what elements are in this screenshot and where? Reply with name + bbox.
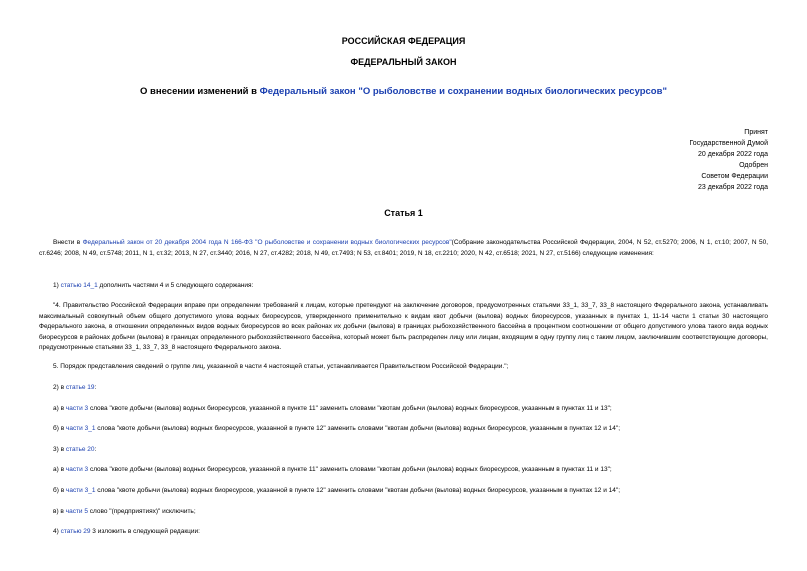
item-1-link[interactable]: статью 14_1: [60, 282, 98, 289]
item-2-link[interactable]: статье 19: [65, 384, 95, 391]
country-heading: РОССИЙСКАЯ ФЕДЕРАЦИЯ: [341, 36, 466, 46]
item-3v-pre: в) в: [53, 508, 66, 515]
item-3b-link[interactable]: части 3_1: [65, 487, 96, 494]
item-3a: [53, 465, 768, 476]
item-2a-pre: а) в: [53, 405, 66, 412]
item-1-rest: дополнить частями 4 и 5 следующего содержания:: [97, 282, 254, 289]
adoption-line: 20 декабря 2022 года: [697, 151, 768, 158]
item-3v: [53, 507, 768, 518]
intro-law-link[interactable]: Федеральный закон от 20 декабря 2004 года N 166-ФЗ "О рыболовстве и сохранении водных биологических ресурсов": [82, 239, 452, 246]
item-3: [53, 445, 768, 456]
item-2b-rest: слова "квоте добычи (вылова) водных биоресурсов, указанной в пункте 12" заменить словами "квотам добычи (вылова) водных биоресурсов, указанным в пунктах 12 и 14";: [95, 425, 621, 432]
item-3v-link[interactable]: части 5: [65, 508, 88, 515]
item-3b-pre: б) в: [53, 487, 66, 494]
item-3a-pre: а) в: [53, 466, 66, 473]
intro-prefix: Внести в: [53, 239, 83, 246]
part-4-paragraph: "4. Правительство Российской Федерации вправе при определении требований к лицам, которые претендуют на заключение договоров, предусмотренных статьями 33_1, 33_7, 33_8 настоящего Федерального закона, устанавливать максимальный совокупный объем общего допустимого улова водных биоресурсов, утвержденного применительно к видам квот добычи (вылова) водных биоресурсов, указанных в пунктах 1, 11-14 части 1 статьи 30 настоящего Федерального закона, в отношении определенных видов водных биоресурсов во всех районах их добычи (вылова) в границах рыбохозяйственного бассейна в процентном соотношении от общего допустимого улова такого вида водных биоресурсов в районах добычи (вылова) в границах определенного рыбохозяйственного бассейна, который может быть распределен лицу или лицам, входящим в одну группу лиц с таким лицом, заключившим соответствующие договоры, предусмотренные статьями 33_1, 33_7, 33_8 настоящего Федерального закона.: [39, 302, 768, 351]
law-title: [0, 86, 807, 97]
item-2: [53, 383, 768, 394]
item-3b-rest: слова "квоте добычи (вылова) водных биоресурсов, указанной в пункте 12" заменить словами "квотам добычи (вылова) водных биоресурсов, указанным в пунктах 12 и 14";: [95, 487, 621, 494]
law-title-prefix: О внесении изменений в: [140, 86, 260, 97]
item-4: [53, 527, 768, 538]
item-2b: [53, 424, 768, 435]
article-heading: Статья 1: [384, 208, 423, 218]
item-2a-rest: слова "квоте добычи (вылова) водных биоресурсов, указанной в пункте 11" заменить словами "квотам добычи (вылова) водных биоресурсов, указанным в пунктах 11 и 13";: [88, 405, 612, 412]
law-title-link[interactable]: Федеральный закон "О рыболовстве и сохранении водных биологических ресурсов": [259, 86, 667, 97]
adoption-line: 23 декабря 2022 года: [697, 184, 768, 191]
part-5-paragraph: 5. Порядок представления сведений о группе лиц, указанной в части 4 настоящей статьи, устанавливается Правительством Российской Федерации.";: [53, 363, 509, 370]
item-3a-link[interactable]: части 3: [65, 466, 89, 473]
item-3a-rest: слова "квоте добычи (вылова) водных биоресурсов, указанной в пункте 11" заменить словами "квотам добычи (вылова) водных биоресурсов, указанным в пунктах 11 и 13";: [88, 466, 612, 473]
item-3v-rest: слово "(предприятиях)" исключить;: [87, 508, 196, 515]
item-3-colon: :: [94, 446, 97, 453]
adoption-line: Советом Федерации: [701, 173, 768, 180]
law-type-heading: ФЕДЕРАЛЬНЫЙ ЗАКОН: [350, 57, 457, 67]
item-4-link[interactable]: статью 29: [60, 528, 91, 535]
item-3-num: 3) в: [53, 446, 66, 453]
item-3-link[interactable]: статье 20: [65, 446, 95, 453]
adoption-line: Принят: [744, 129, 768, 136]
item-4-rest: 3 изложить в следующей редакции:: [90, 528, 200, 535]
item-2a: [53, 404, 768, 415]
item-4-num: 4): [53, 528, 61, 535]
adoption-line: Одобрен: [739, 162, 768, 169]
item-2-num: 2) в: [53, 384, 66, 391]
item-2b-link[interactable]: части 3_1: [65, 425, 96, 432]
intro-paragraph: [39, 238, 768, 259]
intro-rest: (Собрание законодательства Российской Федерации, 2004, N 52, ст.5270; 2006, N 1, ст.10; 2007, N 50, ст.6246; 2008, N 49, ст.5748; 2011, N 1, ст.32; 2013, N 27, ст.3440; 2016, N 27, ст.4282; 2018, N 49, ст.7493; N 53, ст.8401; 2019, N 18, ст.2210; 2020, N 42, ст.6518; 2021, N 27, ст.5166) следующие изменения:: [39, 239, 768, 257]
item-2-colon: :: [94, 384, 97, 391]
item-2b-pre: б) в: [53, 425, 66, 432]
item-3b: [53, 486, 768, 497]
adoption-line: Государственной Думой: [689, 140, 768, 147]
item-1: [53, 281, 768, 292]
adoption-block: [689, 127, 768, 193]
item-2a-link[interactable]: части 3: [65, 405, 89, 412]
item-1-num: 1): [53, 282, 61, 289]
